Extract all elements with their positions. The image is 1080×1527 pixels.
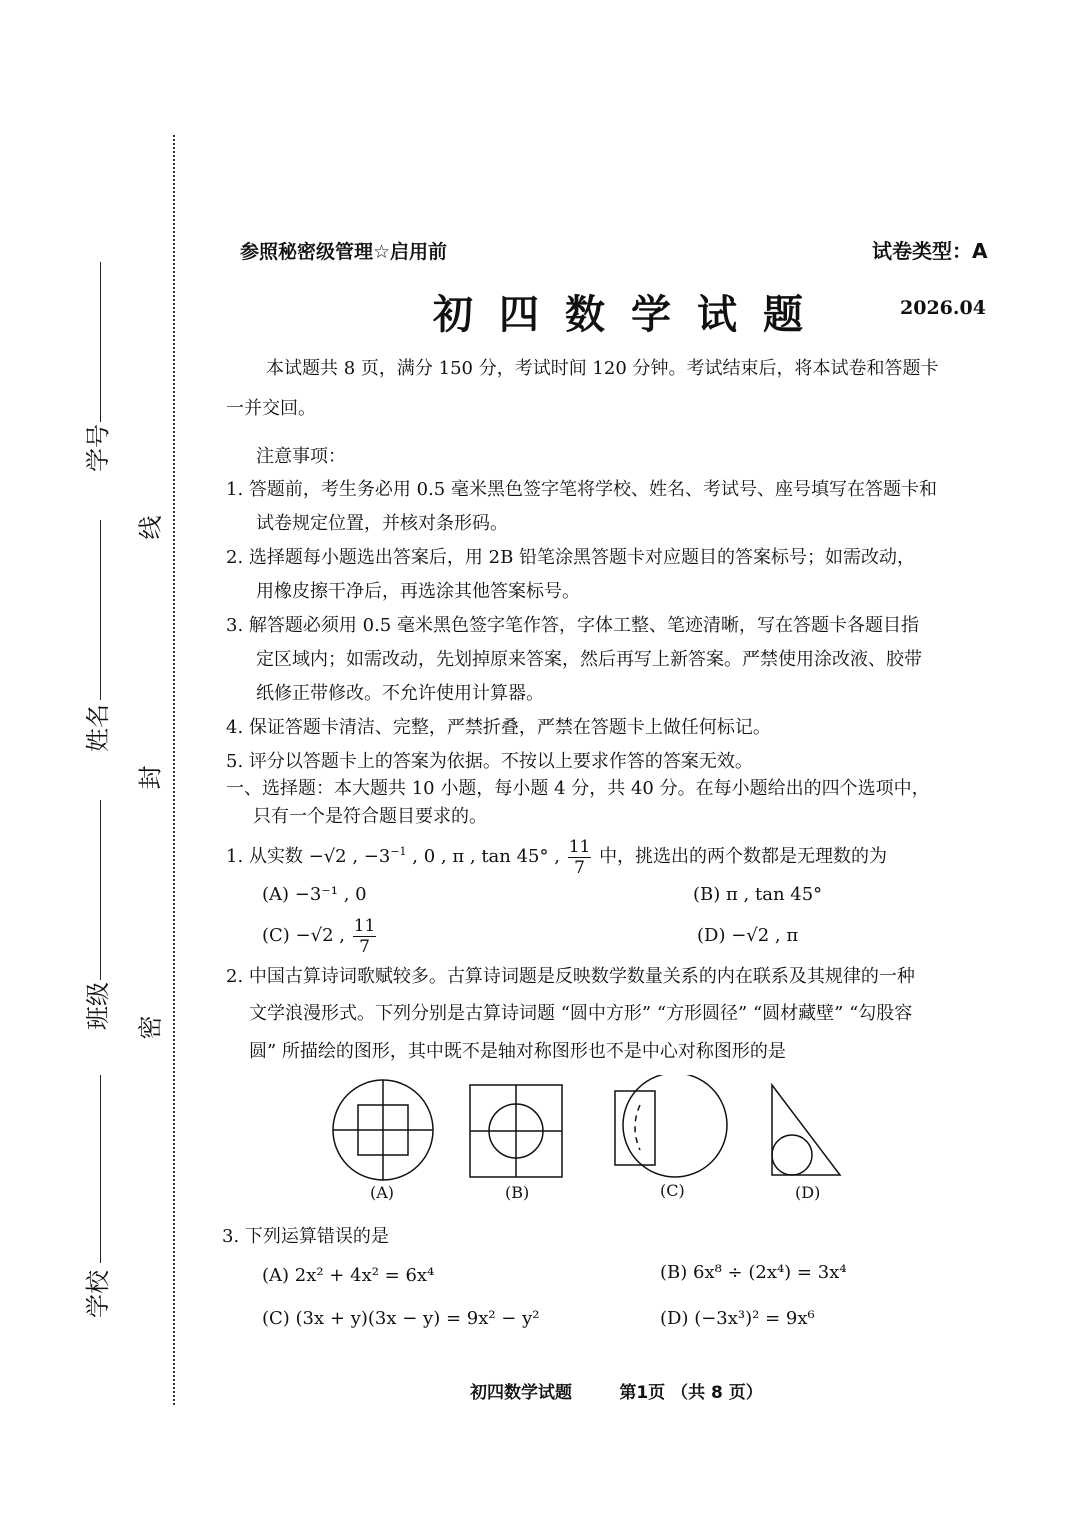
figure-c-circle-in-wall <box>615 1075 727 1177</box>
seal-mi-char: 密 <box>136 1015 165 1040</box>
q1-stem-exponent: −1 <box>390 845 407 858</box>
q1-option-c-fraction-den: 7 <box>359 936 370 957</box>
q3-option-b: (B) 6x⁸ ÷ (2x⁴) = 3x⁴ <box>660 1262 847 1283</box>
intro-line-1: 本试题共 8 页，满分 150 分，考试时间 120 分钟。考试结束后，将本试卷和答题卡 <box>266 358 939 379</box>
figure-c-label: (C) <box>660 1181 685 1200</box>
name-label: 姓名 <box>84 704 112 752</box>
class-label: 班级 <box>84 982 112 1030</box>
figure-d-triangle-incircle <box>772 1085 840 1175</box>
section-1-heading-line-2: 只有一个是符合题目要求的。 <box>253 806 487 827</box>
notice-item-1-line-2: 试卷规定位置，并核对条形码。 <box>256 513 508 534</box>
q3-option-c: (C) (3x + y)(3x − y) = 9x² − y² <box>262 1308 540 1329</box>
q3-option-a: (A) 2x² + 4x² = 6x⁴ <box>262 1265 435 1286</box>
figure-a-label: (A) <box>370 1183 395 1202</box>
class-blank-line <box>100 800 101 980</box>
intro-line-2: 一并交回。 <box>226 398 316 419</box>
notice-item-1-line-1: 1. 答题前，考生务必用 0.5 毫米黑色签字笔将学校、姓名、考试号、座号填写在答题卡和 <box>226 479 937 500</box>
figure-a-circle-square <box>333 1080 433 1180</box>
notice-item-2-line-1: 2. 选择题每小题选出答案后，用 2B 铅笔涂黑答题卡对应题目的答案标号；如需改动， <box>226 547 916 568</box>
q2-line-3: 圆” 所描绘的图形，其中既不是轴对称图形也不是中心对称图形的是 <box>249 1041 786 1062</box>
confidential-notice: 参照秘密级管理☆启用前 <box>240 241 448 263</box>
notice-item-3-line-1: 3. 解答题必须用 0.5 毫米黑色签字笔作答，字体工整、笔迹清晰，写在答题卡各题目指 <box>226 615 919 636</box>
q1-option-c-text: (C) −√2 , <box>262 925 345 946</box>
notice-item-4: 4. 保证答题卡清洁、完整，严禁折叠，严禁在答题卡上做任何标记。 <box>226 717 771 738</box>
q1-option-c <box>262 914 378 958</box>
q2-line-1: 2. 中国古算诗词歌赋较多。古算诗词题是反映数学数量关系的内在联系及其规律的一种 <box>226 966 915 987</box>
q1-option-d: (D) −√2 , π <box>697 925 799 946</box>
q1-stem-mid: , 0 , π , tan 45° , <box>406 846 560 867</box>
figure-b-label: (B) <box>505 1183 530 1202</box>
q1-option-c-fraction-num: 11 <box>353 915 376 936</box>
notice-item-2-line-2: 用橡皮擦干净后，再选涂其他答案标号。 <box>256 581 580 602</box>
q1-stem-prefix: 1. 从实数 −√2 , −3 <box>226 846 391 867</box>
page-footer: 初四数学试题 第1页 （共 8 页） <box>470 1383 763 1403</box>
notice-item-5: 5. 评分以答题卡上的答案为依据。不按以上要求作答的答案无效。 <box>226 751 753 772</box>
notice-item-3-line-2: 定区域内；如需改动，先划掉原来答案，然后再写上新答案。严禁使用涂改液、胶带 <box>256 649 922 670</box>
figure-b-square-circle <box>470 1085 562 1177</box>
q2-figures <box>320 1075 860 1185</box>
q1-stem-fraction-den: 7 <box>574 857 585 878</box>
figure-d-label: (D) <box>795 1183 821 1202</box>
school-blank-line <box>100 1075 101 1263</box>
student-id-label: 学号 <box>84 424 112 472</box>
exam-date: 2026.04 <box>900 297 986 319</box>
q1-stem-fraction <box>568 837 592 878</box>
q1-stem-fraction-num: 11 <box>568 836 591 857</box>
q3-option-d: (D) (−3x³)² = 9x⁶ <box>660 1308 815 1329</box>
q1-option-c-fraction <box>353 916 377 957</box>
q3-stem: 3. 下列运算错误的是 <box>222 1226 389 1247</box>
notice-item-3-line-3: 纸修正带修改。不允许使用计算器。 <box>256 683 544 704</box>
section-1-heading-line-1: 一、选择题：本大题共 10 小题，每小题 4 分，共 40 分。在每小题给出的四个选项中， <box>226 778 930 799</box>
seal-feng-char: 封 <box>136 765 165 790</box>
exam-title: 初四数学试题 <box>433 291 829 338</box>
name-blank-line <box>100 520 101 700</box>
binding-dotted-line <box>173 135 175 1405</box>
question-1-stem <box>226 830 887 879</box>
q1-option-b: (B) π , tan 45° <box>693 884 823 905</box>
school-label: 学校 <box>84 1270 112 1318</box>
q1-option-a: (A) −3⁻¹ , 0 <box>262 884 367 905</box>
q1-stem-suffix: 中，挑选出的两个数都是无理数的为 <box>599 846 888 867</box>
student-id-blank-line <box>100 262 101 422</box>
q2-line-2: 文学浪漫形式。下列分别是古算诗词题 “圆中方形” “方形圆径” “圆材藏壁” “勾股容 <box>249 1003 913 1024</box>
notice-heading: 注意事项： <box>256 446 346 467</box>
paper-type: 试卷类型：A <box>872 239 988 263</box>
seal-xian-char: 线 <box>136 515 165 540</box>
